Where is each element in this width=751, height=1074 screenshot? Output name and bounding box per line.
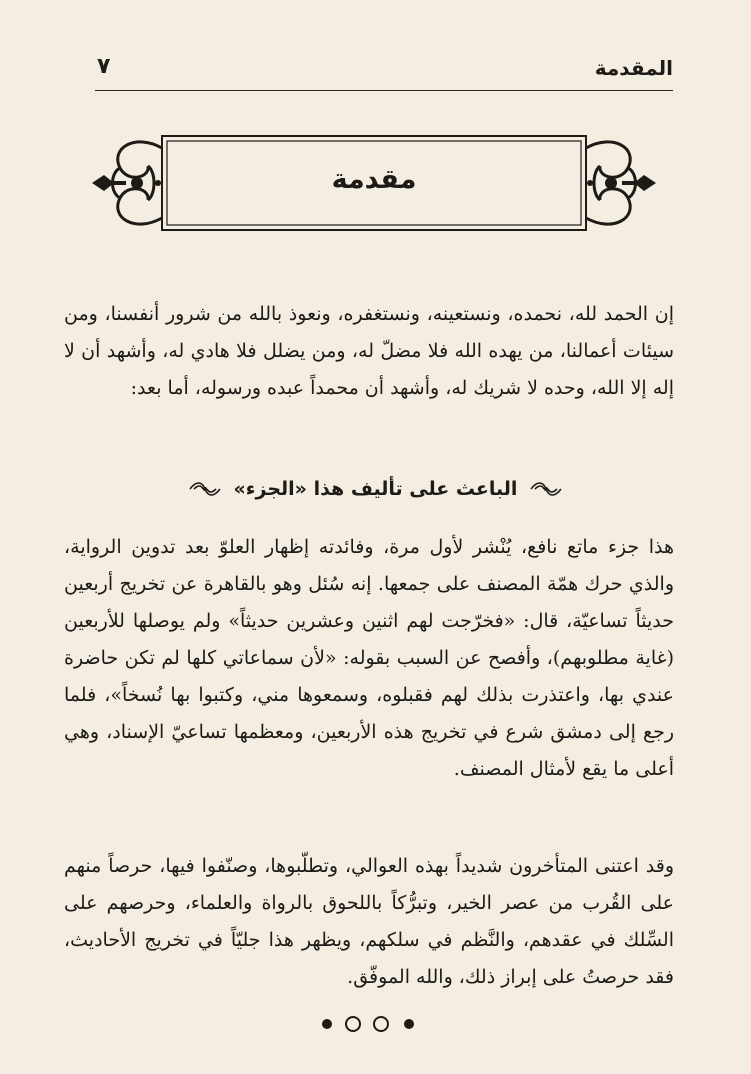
subheading-text: الباعث على تأليف هذا «الجزء» <box>233 478 518 500</box>
chapter-title: مقدمة <box>331 164 417 195</box>
body-paragraph-closing: وقد اعتنى المتأخرون شديداً بهذه العوالي، وتطلّبوها، وصنّفوا فيها، حرصاً منهم على القُرب من عصر الخير، وتبرُّكاً باللحوق بالرواة والعلماء، وحرصهم على السِّلك في عقدهم، والنَّظم في سلكهم، ويظهر هذا جليّاً في تخريج الأحاديث، فقد حرصتُ على إبراز ذلك، والله الموفّق. <box>64 855 674 988</box>
floral-fleuron-icon <box>188 480 222 498</box>
header-title: المقدمة <box>594 56 673 80</box>
floral-fleuron-icon <box>529 480 563 498</box>
chapter-banner <box>90 128 658 238</box>
page-number: ٧ <box>97 54 111 79</box>
opening-paragraph: إن الحمد لله، نحمده، ونستعينه، ونستغفره، ونعوذ بالله من شرور أنفسنا، ومن سيئات أعمالنا، من يهده الله فلا مضلّ له، ومن يضلل فلا هادي له، وأشهد أن لا إله إلا الله، وحده لا شريك له، وأشهد أن محمداً عبده ورسوله، أما بعد: <box>64 303 674 399</box>
section-subheading <box>0 478 751 500</box>
dots-circles-divider-icon <box>315 1014 425 1034</box>
running-header <box>95 52 673 91</box>
body-paragraph-purpose: هذا جزء ماتع نافع، يُنْشر لأول مرة، وفائدته إظهار العلوّ بعد تدوين الرواية، والذي حرك همّة المصنف على جمعها. إنه سُئل وهو بالقاهرة عن تخريج أربعين حديثاً تساعيّة، قال: «فخرّجت لهم اثنين وعشرين حديثاً» ولم يوصلها للأربعين (غاية مطلوبهم)، وأفصح عن السبب بقوله: «لأن سماعاتي كلها لم تكن حاضرة عندي بها، واعتذرت بذلك لهم فقبلوه، وسمعوها مني، وكتبوا بها نُسخاً»، فلما رجع إلى دمشق شرع في تخريج هذه الأربعين، ومعظمها تساعيّ الإسناد، وهي أعلى ما يقع لأمثال المصنف. <box>64 536 674 780</box>
